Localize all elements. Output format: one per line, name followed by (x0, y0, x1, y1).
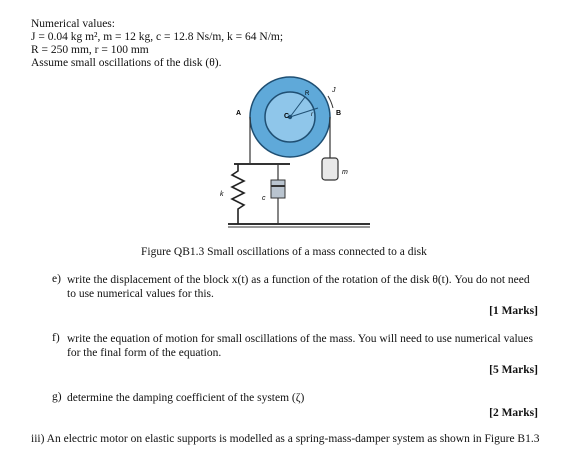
label-C: C (284, 113, 290, 120)
label-B: B (336, 110, 342, 117)
question-g-label: g) (52, 391, 62, 403)
question-f-marks: [5 Marks] (489, 364, 538, 376)
label-A: A (236, 110, 242, 117)
question-g-marks: [2 Marks] (489, 407, 538, 419)
label-c: c (262, 195, 266, 202)
question-e-text: write the displacement of the block x(t) as a function of the rotation of the disk θ(t). You do not need to use numerical values for this. (67, 274, 530, 300)
given-heading: Numerical values: (31, 18, 115, 30)
given-line-1: J = 0.04 kg m², m = 12 kg, c = 12.8 Ns/m, k = 64 N/m; (31, 31, 284, 43)
next-part-text: iii) An electric motor on elastic supports is modelled as a spring-mass-damper system as shown in Figure B1.3 (31, 433, 540, 445)
question-f-text: write the equation of motion for small oscillations of the mass. You will need to use numerical values for the final form of the equation. (67, 333, 533, 359)
spring-k (232, 164, 244, 224)
figure-caption: Figure QB1.3 Small oscillations of a mass connected to a disk (141, 246, 427, 258)
question-e-label: e) (52, 273, 61, 285)
label-r: r (311, 112, 313, 118)
given-line-3: Assume small oscillations of the disk (θ). (31, 57, 222, 69)
given-line-2: R = 250 mm, r = 100 mm (31, 44, 149, 56)
damper-c (271, 180, 285, 198)
mass-m (322, 158, 338, 180)
label-J: J (332, 87, 336, 94)
label-R: R (305, 91, 310, 97)
question-f-label: f) (52, 332, 60, 344)
label-m: m (342, 169, 348, 176)
question-e-marks: [1 Marks] (489, 305, 538, 317)
question-g-text: determine the damping coefficient of the system (ζ) (67, 392, 305, 404)
disk-mass-system-figure (190, 72, 390, 242)
label-k: k (220, 191, 224, 198)
